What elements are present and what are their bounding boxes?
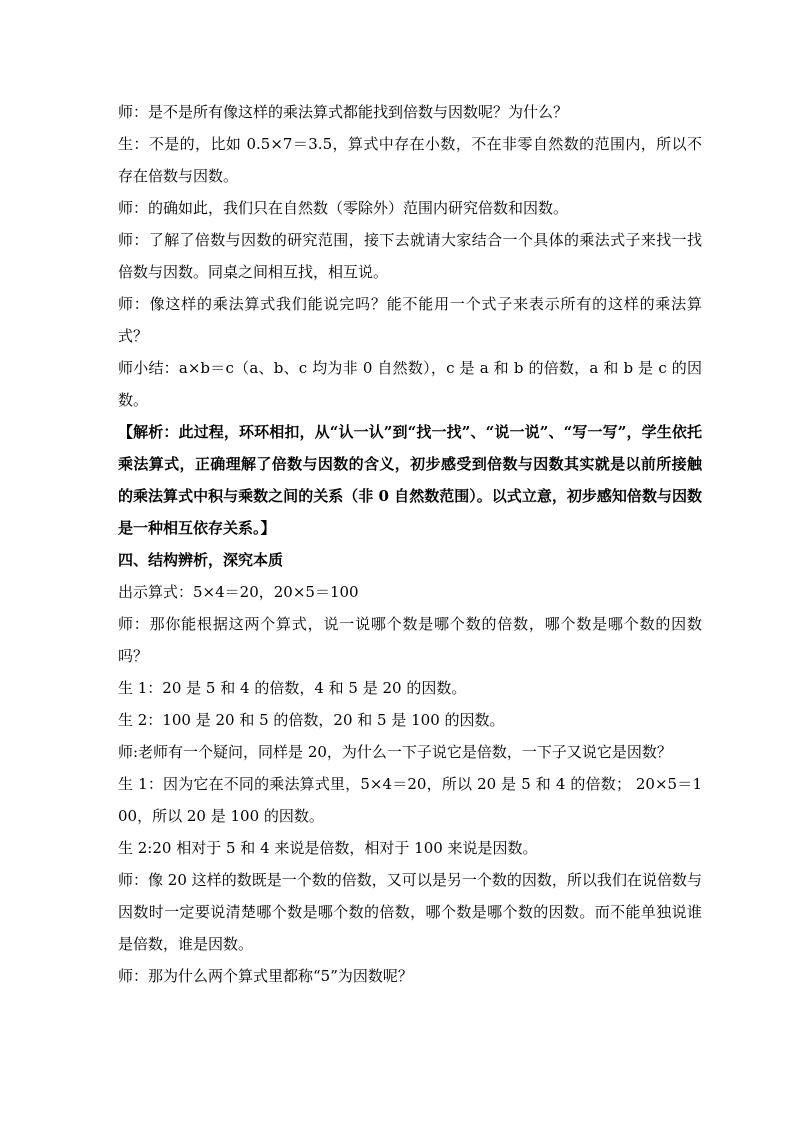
paragraph-show-formulas: 出示算式：5×4＝20，20×5＝100 [118, 583, 359, 601]
paragraph-analysis: 【解析：此过程，环环相扣，从“认一认”到“找一找”、“说一说”、“写一写”，学生依托乘法算式，正确理解了倍数与因数的含义，初步感受到倍数与因数其实就是以前所接触的乘法算式中积与乘数之间的关系（非 0 自然数范围）。以式立意，初步感知倍数与因数是一种相互依存关系。】 [118, 423, 702, 537]
paragraph-student1-explain: 生 1：因为它在不同的乘法算式里，5×4＝20，所以 20 是 5 和 4 的倍数； 20×5＝100，所以 20 是 100 的因数。 [118, 775, 702, 825]
paragraph-teacher-conclusion: 师：像 20 这样的数既是一个数的倍数，又可以是另一个数的因数，所以我们在说倍数与因数时一定要说清楚哪个数是哪个数的倍数，哪个数是哪个数的因数。而不能单独说谁是倍数，谁是因数。 [118, 871, 702, 953]
paragraph-student-answer: 生：不是的，比如 0.5×7＝3.5，算式中存在小数，不在非零自然数的范围内，所以不存在倍数与因数。 [118, 135, 702, 185]
paragraph-teacher-question: 师：是不是所有像这样的乘法算式都能找到倍数与因数呢？为什么？ [118, 103, 569, 121]
paragraph-teacher-doubt: 师:老师有一个疑问，同样是 20，为什么一下子说它是倍数，一下子又说它是因数？ [118, 743, 672, 761]
paragraph-teacher-final-question: 师：那为什么两个算式里都称“5”为因数呢？ [118, 967, 413, 985]
paragraph-teacher-summary: 师小结：a×b＝c（a、b、c 均为非 0 自然数），c 是 a 和 b 的倍数，a 和 b 是 c 的因数。 [118, 359, 702, 409]
paragraph-student1-answer: 生 1：20 是 5 和 4 的倍数，4 和 5 是 20 的因数。 [118, 679, 467, 697]
section-heading: 四、结构辨析，深究本质 [118, 551, 284, 569]
paragraph-teacher-task: 师：了解了倍数与因数的研究范围，接下去就请大家结合一个具体的乘法式子来找一找倍数与因数。同桌之间相互找，相互说。 [118, 231, 702, 281]
paragraph-teacher-confirm: 师：的确如此，我们只在自然数（零除外）范围内研究倍数和因数。 [118, 199, 569, 217]
document-page [118, 96, 702, 992]
paragraph-student2-explain: 生 2:20 相对于 5 和 4 来说是倍数，相对于 100 来说是因数。 [118, 839, 538, 857]
paragraph-teacher-general: 师：像这样的乘法算式我们能说完吗？能不能用一个式子来表示所有的这样的乘法算式？ [118, 295, 702, 345]
paragraph-teacher-ask: 师：那你能根据这两个算式，说一说哪个数是哪个数的倍数，哪个数是哪个数的因数吗？ [118, 615, 702, 665]
paragraph-student2-answer: 生 2：100 是 20 和 5 的倍数，20 和 5 是 100 的因数。 [118, 711, 505, 729]
